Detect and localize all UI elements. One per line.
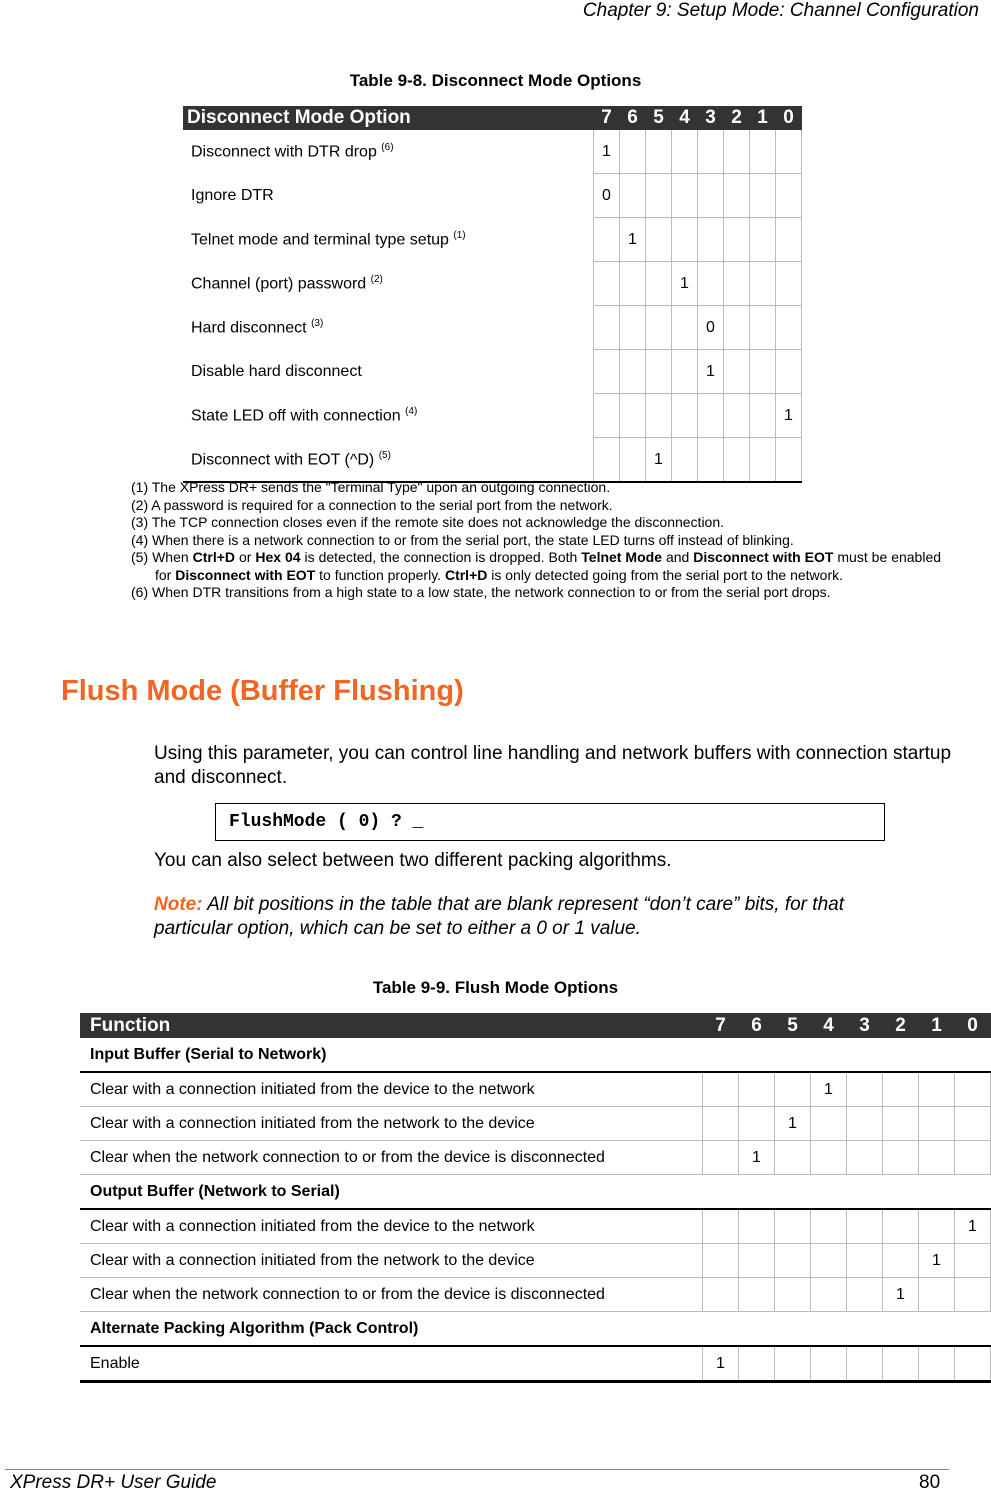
bit-cell (847, 1072, 883, 1107)
bit-cell (775, 1141, 811, 1175)
bit-cell (750, 350, 776, 394)
function-label: Enable (80, 1346, 703, 1382)
bit-cell: 1 (620, 218, 646, 262)
bit-cell (698, 174, 724, 218)
bit-cell (646, 306, 672, 350)
bit-cell (698, 262, 724, 306)
bit-cell (703, 1244, 739, 1278)
bit-cell (811, 1209, 847, 1244)
bit-header: 1 (750, 106, 776, 130)
option-label: Disconnect with EOT (^D) $^{(5)}$ (183, 438, 594, 483)
note-label: Note: (154, 894, 203, 915)
bit-cell (750, 262, 776, 306)
table-row (183, 130, 802, 174)
bit-cell: 1 (955, 1209, 991, 1244)
bit-cell (811, 1244, 847, 1278)
bit-cell (672, 130, 698, 174)
bit-cell (594, 350, 620, 394)
note (154, 893, 894, 941)
bit-cell (724, 394, 750, 438)
bit-cell (620, 438, 646, 483)
table-row (80, 1107, 991, 1141)
bit-cell (672, 306, 698, 350)
bit-cell (775, 1278, 811, 1312)
table-row (183, 262, 802, 306)
table1-column-header: Disconnect Mode Option (183, 106, 594, 130)
bit-cell (847, 1244, 883, 1278)
bit-cell: 1 (739, 1141, 775, 1175)
table-row (183, 438, 802, 483)
bit-cell (775, 1072, 811, 1107)
option-label: Disable hard disconnect (183, 350, 594, 394)
bit-cell (776, 130, 802, 174)
bit-cell: 1 (703, 1346, 739, 1382)
table-row (80, 1209, 991, 1244)
function-label: Clear when the network connection to or from the device is disconnected (80, 1278, 703, 1312)
bit-header: 6 (739, 1013, 775, 1038)
option-label: Disconnect with DTR drop $^{(6)}$ (183, 130, 594, 174)
table-row (80, 1141, 991, 1175)
section-title-cell: Input Buffer (Serial to Network) (80, 1038, 991, 1072)
option-label: State LED off with connection $^{(4)}$ (183, 394, 594, 438)
footnote-1: (1) The XPress DR+ sends the "Terminal Type" upon an outgoing connection. (131, 479, 611, 495)
bit-cell (703, 1209, 739, 1244)
section-row (80, 1038, 991, 1072)
bit-cell (776, 306, 802, 350)
bit-cell (620, 394, 646, 438)
bit-cell (672, 438, 698, 483)
bit-header: 5 (646, 106, 672, 130)
note-text: All bit positions in the table that are blank represent “don’t care” bits, for that particular option, which can be set to either a 0 or 1 value. (154, 894, 844, 939)
footnote-3: (3) The TCP connection closes even if the remote site does not acknowledge the disconnection. (131, 514, 725, 530)
bit-cell (811, 1107, 847, 1141)
table1-footnotes (131, 479, 941, 602)
page-number: 80 (919, 1472, 941, 1493)
bit-cell (703, 1141, 739, 1175)
table-row (183, 394, 802, 438)
bit-cell (883, 1141, 919, 1175)
bit-cell (698, 218, 724, 262)
bit-cell (919, 1209, 955, 1244)
bit-cell: 1 (672, 262, 698, 306)
footer-rule (5, 1469, 949, 1470)
bit-cell (698, 394, 724, 438)
function-label: Clear with a connection initiated from the device to the network (80, 1209, 703, 1244)
page-header: Chapter 9: Setup Mode: Channel Configuration (582, 0, 979, 21)
bit-cell (955, 1107, 991, 1141)
table-row (80, 1072, 991, 1107)
bit-header: 7 (703, 1013, 739, 1038)
bit-header: 5 (775, 1013, 811, 1038)
bit-header: 7 (594, 106, 620, 130)
bit-cell (724, 130, 750, 174)
bit-cell (919, 1278, 955, 1312)
function-label: Clear with a connection initiated from the device to the network (80, 1072, 703, 1107)
bit-cell (646, 174, 672, 218)
bit-cell (739, 1244, 775, 1278)
section-row (80, 1312, 991, 1347)
bit-cell (739, 1072, 775, 1107)
bit-cell (750, 306, 776, 350)
bit-cell (724, 350, 750, 394)
bit-cell (750, 394, 776, 438)
bit-header: 4 (672, 106, 698, 130)
footnote-2: (2) A password is required for a connection to the serial port from the network. (131, 496, 613, 513)
bit-cell (775, 1346, 811, 1382)
bit-cell: 1 (919, 1244, 955, 1278)
table2-column-header: Function (80, 1013, 703, 1038)
bit-cell (775, 1209, 811, 1244)
bit-cell (646, 262, 672, 306)
bit-cell (750, 218, 776, 262)
bit-cell (883, 1209, 919, 1244)
bit-cell (750, 438, 776, 483)
bit-cell (919, 1346, 955, 1382)
bit-cell (776, 218, 802, 262)
footnote-6: (6) When DTR transitions from a high state to a low state, the network connection to or from the serial port drops. (131, 584, 831, 600)
option-label: Channel (port) password $^{(2)}$ (183, 262, 594, 306)
bit-cell (594, 262, 620, 306)
bit-cell (955, 1346, 991, 1382)
section-title-cell: Alternate Packing Algorithm (Pack Control) (80, 1312, 991, 1347)
bit-cell (724, 438, 750, 483)
bit-cell: 0 (594, 174, 620, 218)
bit-cell (646, 130, 672, 174)
bit-cell (594, 218, 620, 262)
option-label: Hard disconnect $^{(3)}$ (183, 306, 594, 350)
bit-cell (724, 218, 750, 262)
bit-cell (750, 174, 776, 218)
bit-cell (811, 1346, 847, 1382)
bit-header: 0 (776, 106, 802, 130)
footer-title: XPress DR+ User Guide (10, 1472, 217, 1493)
bit-cell (703, 1278, 739, 1312)
bit-cell (620, 130, 646, 174)
packing-paragraph: You can also select between two different packing algorithms. (154, 850, 672, 871)
footnote-ref: (5) (378, 449, 391, 461)
table-row (183, 174, 802, 218)
bit-cell (594, 306, 620, 350)
table-row (80, 1244, 991, 1278)
function-label: Clear with a connection initiated from the network to the device (80, 1107, 703, 1141)
function-label: Clear when the network connection to or from the device is disconnected (80, 1141, 703, 1175)
bit-header: 0 (955, 1013, 991, 1038)
bit-cell (776, 262, 802, 306)
bit-cell (811, 1141, 847, 1175)
bit-cell (724, 174, 750, 218)
bit-cell (672, 394, 698, 438)
bit-cell (646, 350, 672, 394)
section-row (80, 1175, 991, 1210)
bit-cell (672, 174, 698, 218)
bit-cell (776, 350, 802, 394)
bit-cell (739, 1346, 775, 1382)
footnote-ref: (1) (453, 229, 466, 241)
bit-cell (776, 438, 802, 483)
bit-cell (703, 1107, 739, 1141)
bit-cell (919, 1072, 955, 1107)
bit-cell (739, 1209, 775, 1244)
bit-cell (698, 130, 724, 174)
bit-header: 6 (620, 106, 646, 130)
bit-cell (646, 394, 672, 438)
bit-cell (703, 1072, 739, 1107)
bit-cell (739, 1107, 775, 1141)
flush-mode-table (80, 1013, 991, 1383)
table-row (80, 1278, 991, 1312)
bit-cell: 1 (883, 1278, 919, 1312)
bit-cell: 1 (775, 1107, 811, 1141)
bit-cell (775, 1244, 811, 1278)
bit-cell (620, 262, 646, 306)
bit-cell (955, 1141, 991, 1175)
bit-cell (919, 1141, 955, 1175)
bit-cell: 1 (698, 350, 724, 394)
bit-header: 3 (698, 106, 724, 130)
footnote-ref: (2) (370, 273, 383, 285)
bit-cell (811, 1278, 847, 1312)
table1-caption: Table 9-8. Disconnect Mode Options (349, 71, 642, 90)
bit-cell (847, 1278, 883, 1312)
bit-cell (776, 174, 802, 218)
footnote-ref: (4) (405, 405, 418, 417)
table-row (80, 1346, 991, 1382)
bit-header: 2 (724, 106, 750, 130)
bit-cell (750, 130, 776, 174)
table-row (183, 218, 802, 262)
bit-cell (955, 1072, 991, 1107)
option-label: Telnet mode and terminal type setup $^{(1)}$ (183, 218, 594, 262)
bit-cell (847, 1346, 883, 1382)
intro-paragraph: Using this parameter, you can control line handling and network buffers with connection startup and disconnect. (154, 743, 952, 788)
bit-cell (847, 1107, 883, 1141)
footnote-4: (4) When there is a network connection to or from the serial port, the state LED turns off instead of blinking. (131, 531, 794, 548)
bit-cell: 0 (698, 306, 724, 350)
bit-header: 4 (811, 1013, 847, 1038)
bit-cell: 1 (776, 394, 802, 438)
bit-header: 1 (919, 1013, 955, 1038)
section-title-cell: Output Buffer (Network to Serial) (80, 1175, 991, 1210)
bit-cell: 1 (811, 1072, 847, 1107)
bit-cell (594, 438, 620, 483)
bit-cell (620, 174, 646, 218)
disconnect-mode-table (183, 106, 802, 483)
bit-cell: 1 (594, 130, 620, 174)
bit-cell (847, 1141, 883, 1175)
bit-cell: 1 (646, 438, 672, 483)
bit-cell (883, 1107, 919, 1141)
bit-cell (620, 306, 646, 350)
bit-cell (698, 438, 724, 483)
bit-cell (594, 394, 620, 438)
bit-cell (883, 1346, 919, 1382)
bit-cell (724, 262, 750, 306)
bit-cell (919, 1107, 955, 1141)
flushmode-prompt: FlushMode ( 0) ? _ (215, 803, 885, 841)
bit-cell (672, 218, 698, 262)
bit-cell (646, 218, 672, 262)
bit-cell (847, 1209, 883, 1244)
bit-cell (955, 1278, 991, 1312)
bit-cell (883, 1244, 919, 1278)
bit-cell (620, 350, 646, 394)
bit-cell (724, 306, 750, 350)
table2-caption: Table 9-9. Flush Mode Options (372, 978, 619, 997)
bit-cell (883, 1072, 919, 1107)
bit-cell (955, 1244, 991, 1278)
bit-cell (672, 350, 698, 394)
footnote-ref: (3) (311, 317, 324, 329)
footnote-5: (5) When Ctrl+D or Hex 04 is detected, the connection is dropped. Both Telnet Mode and Disconnect with EOT must be enabled for Disconnect with EOT to function properly. Ctrl+D is only detected going from the serial port to the network. (131, 549, 942, 583)
option-label: Ignore DTR (183, 174, 594, 218)
function-label: Clear with a connection initiated from the network to the device (80, 1244, 703, 1278)
bit-header: 2 (883, 1013, 919, 1038)
bit-cell (739, 1278, 775, 1312)
bit-header: 3 (847, 1013, 883, 1038)
footnote-ref: (6) (381, 142, 394, 154)
section-title: Flush Mode (Buffer Flushing) (61, 675, 464, 707)
table-row (183, 306, 802, 350)
table-row (183, 350, 802, 394)
